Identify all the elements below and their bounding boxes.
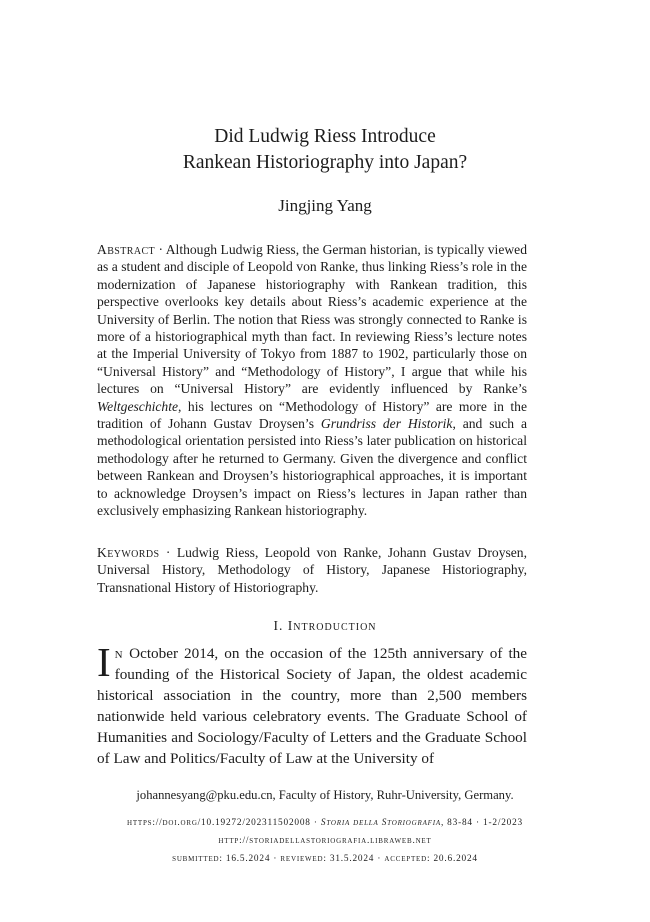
journal-name: Storia della Storiografia xyxy=(320,818,441,828)
author-footnote: johannesyang@pku.edu.cn, Faculty of History, Ruhr-University, Germany. xyxy=(136,788,514,802)
intro-first-word-rest: n xyxy=(114,645,124,662)
abstract-text-part-1: Although Ludwig Riess, the German historian, is typically viewed as a student and disciple of Leopold von Ranke, thus linking Riess’s role in the modernization of Japanese historiography with Rankean tradition, this perspective overlooks key details about Riess’s academic experience at the University of Berlin. The notion that Riess was strongly connected to Ranke is more of a historiographical myth than fact. In reviewing Riess’s lecture notes at the Imperial University of Tokyo from 1887 to 1902, particularly those on “Universal History” and “Methodology of History”, I argue that while his lectures on “Universal History” are evidently influenced by Ranke’s xyxy=(97,242,528,397)
doi-separator: · xyxy=(313,818,318,828)
title-line-1: Did Ludwig Riess Introduce xyxy=(214,126,436,147)
keywords-label: Keywords xyxy=(97,545,160,560)
keywords-text: Ludwig Riess, Leopold von Ranke, Johann Gustav Droysen, Universal History, Methodology of History, Japanese Historiography, Transnational History of Historiography. xyxy=(97,545,528,595)
abstract-separator: · xyxy=(158,242,164,257)
journal-website[interactable]: http://storiadellastoriografia.libraweb.net xyxy=(218,836,432,846)
drop-cap: I xyxy=(97,639,111,685)
submission-dates: submitted: 16.5.2024 · reviewed: 31.5.2024 · accepted: 20.6.2024 xyxy=(172,854,478,864)
intro-text: October 2014, on the occasion of the 125th anniversary of the founding of the Historical Society of Japan, the oldest academic historical association in the country, more than 2,500 members nationwide held various celebratory events. The Graduate School of Humanities and Sociology/Faculty of Letters and the Graduate School of Law and Politics/Faculty of Law at the University of xyxy=(97,645,528,768)
abstract-italic-grundriss: Grundriss der Historik xyxy=(320,416,453,432)
abstract-italic-weltgeschichte: Weltgeschichte xyxy=(97,398,179,414)
keywords-separator: · xyxy=(165,545,171,560)
doi-link[interactable]: https://doi.org/10.19272/202311502008 xyxy=(126,818,311,828)
abstract xyxy=(97,241,527,520)
introduction-paragraph xyxy=(97,639,528,770)
journal-pages: , 83-84 · 1-2/2023 xyxy=(440,818,523,828)
keywords xyxy=(97,544,527,596)
author-name: Jingjing Yang xyxy=(278,196,372,215)
title-line-2: Rankean Historiography into Japan? xyxy=(182,152,468,173)
article-title xyxy=(0,124,650,176)
section-heading: I. Introduction xyxy=(273,618,377,633)
abstract-label: Abstract xyxy=(97,242,156,257)
doi-line xyxy=(0,817,650,829)
abstract-text-part-2: , his lectures on “Methodology of History” are more in the tradition of Johann Gustav Droysen’s xyxy=(97,398,527,432)
abstract-text-part-3: , and such a methodological orientation persisted into Riess’s later publication on historical methodology after he returned to Germany. Given the divergence and conflict between Rankean and Droysen’s historiographical approaches, it is important to acknowledge Droysen’s impact on Riess’s lectures in Japan rather than exclusively emphasizing Rankean historiography. xyxy=(97,416,528,519)
